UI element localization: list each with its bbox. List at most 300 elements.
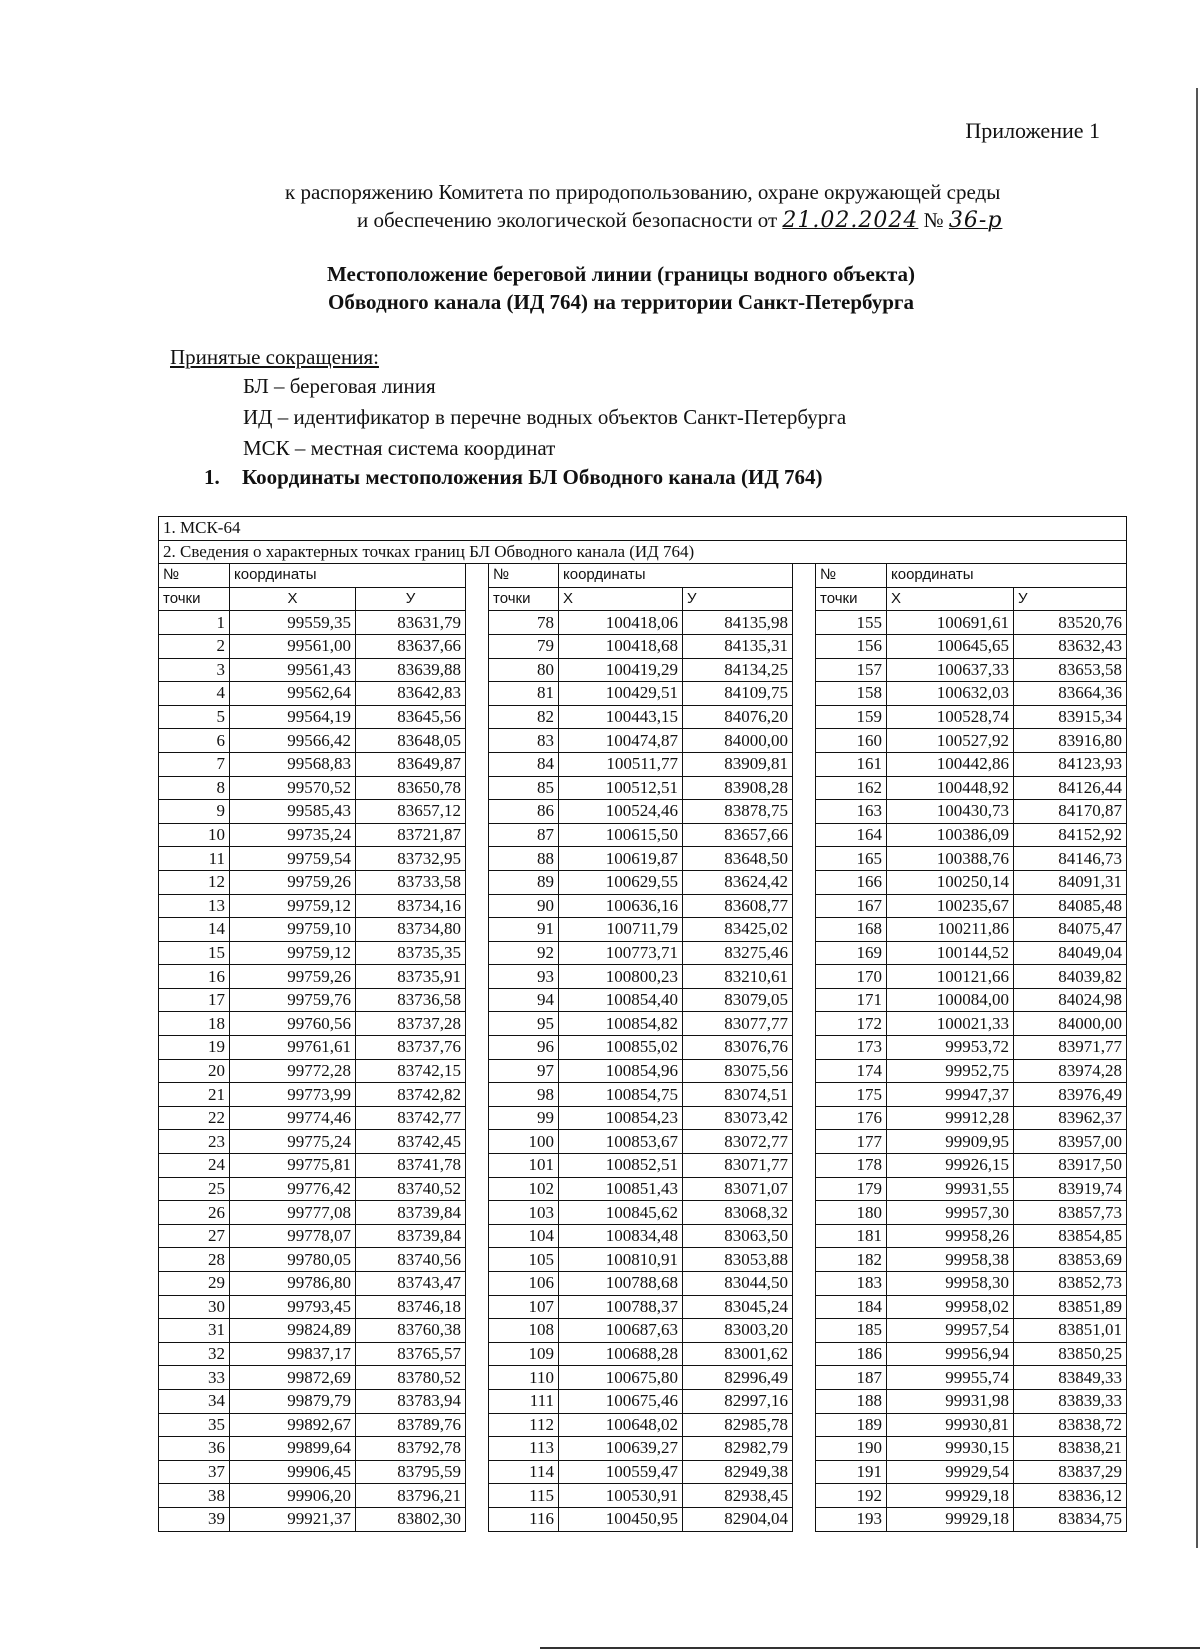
point-number: 166 — [816, 870, 887, 894]
coord-y: 84126,44 — [1014, 776, 1127, 800]
table-row — [159, 1437, 1127, 1461]
coord-y: 83657,66 — [683, 823, 793, 847]
table-row — [159, 1059, 1127, 1083]
coord-x: 100430,73 — [887, 800, 1014, 824]
point-number: 3 — [159, 658, 230, 682]
table-row — [159, 611, 1127, 635]
coord-x: 99774,46 — [230, 1106, 356, 1130]
coord-x: 99759,12 — [230, 941, 356, 965]
point-number: 180 — [816, 1201, 887, 1225]
column-gap — [466, 870, 489, 894]
coord-y: 83851,01 — [1014, 1319, 1127, 1343]
column-gap — [466, 752, 489, 776]
coordinates-table — [158, 516, 1127, 1532]
coord-y: 83657,12 — [356, 800, 466, 824]
coord-y: 83849,33 — [1014, 1366, 1127, 1390]
point-number: 91 — [489, 918, 559, 942]
coord-x: 100855,02 — [559, 1036, 683, 1060]
coord-y: 83742,82 — [356, 1083, 466, 1107]
table-row — [159, 1106, 1127, 1130]
document-title-line1: Местоположение береговой линии (границы водного объекта) — [326, 262, 916, 286]
coord-x: 99559,35 — [230, 611, 356, 635]
point-number: 19 — [159, 1036, 230, 1060]
coord-x: 100845,62 — [559, 1201, 683, 1225]
coord-x: 99561,00 — [230, 634, 356, 658]
coord-y: 84135,31 — [683, 634, 793, 658]
coord-y: 83740,56 — [356, 1248, 466, 1272]
column-gap — [793, 1389, 816, 1413]
coord-x: 100450,95 — [559, 1507, 683, 1531]
header-no: № — [159, 564, 230, 588]
coord-y: 83878,75 — [683, 800, 793, 824]
point-number: 1 — [159, 611, 230, 635]
coord-x: 99759,26 — [230, 870, 356, 894]
point-number: 101 — [489, 1154, 559, 1178]
point-number: 169 — [816, 941, 887, 965]
table-row — [159, 634, 1127, 658]
point-number: 156 — [816, 634, 887, 658]
point-number: 14 — [159, 918, 230, 942]
point-number: 90 — [489, 894, 559, 918]
coord-x: 99947,37 — [887, 1083, 1014, 1107]
coord-x: 100810,91 — [559, 1248, 683, 1272]
point-number: 32 — [159, 1342, 230, 1366]
coord-x: 99955,74 — [887, 1366, 1014, 1390]
coord-y: 83957,00 — [1014, 1130, 1127, 1154]
coord-x: 100637,33 — [887, 658, 1014, 682]
coord-x: 99837,17 — [230, 1342, 356, 1366]
coord-y: 83003,20 — [683, 1319, 793, 1343]
column-gap — [466, 1130, 489, 1154]
point-number: 24 — [159, 1154, 230, 1178]
coord-x: 99899,64 — [230, 1437, 356, 1461]
point-number: 36 — [159, 1437, 230, 1461]
coord-x: 99561,43 — [230, 658, 356, 682]
coord-y: 83796,21 — [356, 1484, 466, 1508]
column-gap — [793, 1413, 816, 1437]
coord-y: 83802,30 — [356, 1507, 466, 1531]
abbreviation-item: БЛ – береговая линия — [243, 374, 436, 398]
column-gap — [793, 634, 816, 658]
point-number: 115 — [489, 1484, 559, 1508]
point-number: 183 — [816, 1272, 887, 1296]
point-number: 162 — [816, 776, 887, 800]
coord-x: 99780,05 — [230, 1248, 356, 1272]
coord-x: 100619,87 — [559, 847, 683, 871]
coord-x: 100386,09 — [887, 823, 1014, 847]
point-number: 177 — [816, 1130, 887, 1154]
table-row — [159, 1460, 1127, 1484]
coord-y: 83001,62 — [683, 1342, 793, 1366]
coord-y: 83962,37 — [1014, 1106, 1127, 1130]
coord-x: 100711,79 — [559, 918, 683, 942]
coord-y: 83746,18 — [356, 1295, 466, 1319]
point-number: 93 — [489, 965, 559, 989]
handwritten-number: 36-р — [948, 208, 1003, 233]
point-number: 25 — [159, 1177, 230, 1201]
coord-y: 83079,05 — [683, 988, 793, 1012]
table-row — [159, 823, 1127, 847]
point-number: 179 — [816, 1177, 887, 1201]
point-number: 157 — [816, 658, 887, 682]
coord-x: 100084,00 — [887, 988, 1014, 1012]
point-number: 171 — [816, 988, 887, 1012]
coord-y: 83648,05 — [356, 729, 466, 753]
coord-y: 83736,58 — [356, 988, 466, 1012]
column-gap — [466, 634, 489, 658]
coord-y: 83908,28 — [683, 776, 793, 800]
column-gap — [466, 1106, 489, 1130]
coord-x: 100474,87 — [559, 729, 683, 753]
coord-x: 100559,47 — [559, 1460, 683, 1484]
point-number: 26 — [159, 1201, 230, 1225]
coord-y: 83837,29 — [1014, 1460, 1127, 1484]
coord-y: 83071,77 — [683, 1154, 793, 1178]
column-gap — [466, 1036, 489, 1060]
coord-x: 99570,52 — [230, 776, 356, 800]
point-number: 96 — [489, 1036, 559, 1060]
point-number: 192 — [816, 1484, 887, 1508]
column-gap — [793, 847, 816, 871]
coord-y: 83735,35 — [356, 941, 466, 965]
point-number: 10 — [159, 823, 230, 847]
point-number: 20 — [159, 1059, 230, 1083]
coord-x: 100800,23 — [559, 965, 683, 989]
coord-x: 99926,15 — [887, 1154, 1014, 1178]
coord-y: 84024,98 — [1014, 988, 1127, 1012]
column-gap — [466, 729, 489, 753]
point-number: 111 — [489, 1389, 559, 1413]
coord-x: 99775,24 — [230, 1130, 356, 1154]
coord-x: 100442,86 — [887, 752, 1014, 776]
coord-y: 82996,49 — [683, 1366, 793, 1390]
coord-x: 100788,68 — [559, 1272, 683, 1296]
point-number: 81 — [489, 682, 559, 706]
header-x: X — [559, 587, 683, 611]
column-gap — [793, 823, 816, 847]
coord-x: 99931,55 — [887, 1177, 1014, 1201]
point-number: 23 — [159, 1130, 230, 1154]
column-gap — [793, 1295, 816, 1319]
point-number: 92 — [489, 941, 559, 965]
point-number: 22 — [159, 1106, 230, 1130]
table-row — [159, 847, 1127, 871]
coord-x: 100854,23 — [559, 1106, 683, 1130]
coord-y: 83721,87 — [356, 823, 466, 847]
coord-y: 83919,74 — [1014, 1177, 1127, 1201]
point-number: 86 — [489, 800, 559, 824]
point-number: 189 — [816, 1413, 887, 1437]
column-gap — [466, 1389, 489, 1413]
point-number: 159 — [816, 705, 887, 729]
table-row — [159, 1272, 1127, 1296]
point-number: 30 — [159, 1295, 230, 1319]
column-gap — [466, 823, 489, 847]
table-row — [159, 1366, 1127, 1390]
point-number: 175 — [816, 1083, 887, 1107]
column-gap — [466, 894, 489, 918]
point-number: 33 — [159, 1366, 230, 1390]
coord-x: 99585,43 — [230, 800, 356, 824]
coord-y: 82985,78 — [683, 1413, 793, 1437]
column-gap — [793, 752, 816, 776]
table-row — [159, 752, 1127, 776]
coord-y: 83765,57 — [356, 1342, 466, 1366]
coord-y: 83664,36 — [1014, 682, 1127, 706]
table-row — [159, 988, 1127, 1012]
coord-y: 83631,79 — [356, 611, 466, 635]
point-number: 6 — [159, 729, 230, 753]
point-number: 39 — [159, 1507, 230, 1531]
column-gap — [466, 1083, 489, 1107]
section-title: Координаты местоположения БЛ Обводного канала (ИД 764) — [242, 465, 823, 489]
coord-x: 100648,02 — [559, 1413, 683, 1437]
coord-x: 100121,66 — [887, 965, 1014, 989]
header-coords: координаты — [887, 564, 1127, 588]
header-point: точки — [159, 587, 230, 611]
coord-x: 100629,55 — [559, 870, 683, 894]
section-number: 1. — [204, 465, 220, 489]
point-number: 158 — [816, 682, 887, 706]
coord-x: 100448,92 — [887, 776, 1014, 800]
header-no: № — [489, 564, 559, 588]
point-number: 29 — [159, 1272, 230, 1296]
point-number: 95 — [489, 1012, 559, 1036]
point-number: 99 — [489, 1106, 559, 1130]
document-title-line2: Обводного канала (ИД 764) на территории Санкт-Петербурга — [328, 290, 914, 314]
coord-y: 83976,49 — [1014, 1083, 1127, 1107]
point-number: 88 — [489, 847, 559, 871]
coord-y: 83971,77 — [1014, 1036, 1127, 1060]
point-number: 172 — [816, 1012, 887, 1036]
coord-y: 83520,76 — [1014, 611, 1127, 635]
point-number: 9 — [159, 800, 230, 824]
coord-y: 84075,47 — [1014, 918, 1127, 942]
header-y: У — [683, 587, 793, 611]
table-row — [159, 682, 1127, 706]
column-gap — [466, 941, 489, 965]
column-gap — [793, 1484, 816, 1508]
coord-y: 83063,50 — [683, 1224, 793, 1248]
coord-x: 100852,51 — [559, 1154, 683, 1178]
point-number: 84 — [489, 752, 559, 776]
coord-y: 83624,42 — [683, 870, 793, 894]
column-gap — [793, 1437, 816, 1461]
point-number: 187 — [816, 1366, 887, 1390]
coord-x: 99735,24 — [230, 823, 356, 847]
column-gap — [793, 870, 816, 894]
coord-x: 99778,07 — [230, 1224, 356, 1248]
coord-y: 83075,56 — [683, 1059, 793, 1083]
column-gap — [793, 705, 816, 729]
coord-x: 99759,76 — [230, 988, 356, 1012]
header-coords: координаты — [230, 564, 466, 588]
coord-x: 100250,14 — [887, 870, 1014, 894]
coord-x: 99906,20 — [230, 1484, 356, 1508]
coord-y: 83632,43 — [1014, 634, 1127, 658]
point-number: 160 — [816, 729, 887, 753]
point-number: 193 — [816, 1507, 887, 1531]
point-number: 37 — [159, 1460, 230, 1484]
header-no: № — [816, 564, 887, 588]
column-gap — [466, 1366, 489, 1390]
coord-y: 82949,38 — [683, 1460, 793, 1484]
column-gap — [793, 658, 816, 682]
point-number: 113 — [489, 1437, 559, 1461]
coord-y: 83789,76 — [356, 1413, 466, 1437]
column-gap — [793, 611, 816, 635]
point-number: 87 — [489, 823, 559, 847]
point-number: 103 — [489, 1201, 559, 1225]
table-row — [159, 1413, 1127, 1437]
point-number: 168 — [816, 918, 887, 942]
header-point: точки — [816, 587, 887, 611]
coord-y: 82938,45 — [683, 1484, 793, 1508]
point-number: 100 — [489, 1130, 559, 1154]
coord-x: 99568,83 — [230, 752, 356, 776]
table-row — [159, 1389, 1127, 1413]
coord-y: 83425,02 — [683, 918, 793, 942]
point-number: 34 — [159, 1389, 230, 1413]
point-number: 17 — [159, 988, 230, 1012]
coord-y: 84123,93 — [1014, 752, 1127, 776]
table-row — [159, 1012, 1127, 1036]
coord-y: 83077,77 — [683, 1012, 793, 1036]
point-number: 161 — [816, 752, 887, 776]
coord-x: 99909,95 — [887, 1130, 1014, 1154]
table-row — [159, 776, 1127, 800]
column-gap — [466, 1059, 489, 1083]
point-number: 2 — [159, 634, 230, 658]
coord-y: 83044,50 — [683, 1272, 793, 1296]
coord-x: 99775,81 — [230, 1154, 356, 1178]
point-number: 167 — [816, 894, 887, 918]
coord-y: 83839,33 — [1014, 1389, 1127, 1413]
coord-x: 100429,51 — [559, 682, 683, 706]
column-gap — [793, 682, 816, 706]
coord-x: 100773,71 — [559, 941, 683, 965]
point-number: 82 — [489, 705, 559, 729]
coord-y: 83608,77 — [683, 894, 793, 918]
table-row — [159, 1248, 1127, 1272]
column-gap — [793, 1248, 816, 1272]
column-gap — [793, 1036, 816, 1060]
point-number: 185 — [816, 1319, 887, 1343]
coord-x: 99956,94 — [887, 1342, 1014, 1366]
table-row — [159, 1224, 1127, 1248]
coord-x: 99773,99 — [230, 1083, 356, 1107]
coord-x: 99759,12 — [230, 894, 356, 918]
point-number: 27 — [159, 1224, 230, 1248]
column-gap — [793, 1130, 816, 1154]
coord-y: 83974,28 — [1014, 1059, 1127, 1083]
column-gap — [466, 1507, 489, 1531]
column-gap — [466, 800, 489, 824]
coord-y: 83071,07 — [683, 1177, 793, 1201]
table-row — [159, 870, 1127, 894]
column-gap — [793, 1012, 816, 1036]
coord-y: 84049,04 — [1014, 941, 1127, 965]
coord-x: 100211,86 — [887, 918, 1014, 942]
coord-x: 100021,33 — [887, 1012, 1014, 1036]
point-number: 104 — [489, 1224, 559, 1248]
point-number: 12 — [159, 870, 230, 894]
page-edge-line — [1196, 88, 1198, 1548]
coord-x: 100524,46 — [559, 800, 683, 824]
coord-x: 99759,26 — [230, 965, 356, 989]
coord-x: 100639,27 — [559, 1437, 683, 1461]
coord-x: 99872,69 — [230, 1366, 356, 1390]
header-y: У — [1014, 587, 1127, 611]
coord-y: 83734,16 — [356, 894, 466, 918]
table-description-cell: 2. Сведения о характерных точках границ БЛ Обводного канала (ИД 764) — [159, 540, 1127, 564]
coord-y: 83737,28 — [356, 1012, 466, 1036]
coord-x: 99824,89 — [230, 1319, 356, 1343]
coord-y: 84135,98 — [683, 611, 793, 635]
table-row — [159, 1342, 1127, 1366]
point-number: 35 — [159, 1413, 230, 1437]
coord-x: 100853,67 — [559, 1130, 683, 1154]
table-row — [159, 1507, 1127, 1531]
point-number: 190 — [816, 1437, 887, 1461]
coord-x: 99793,45 — [230, 1295, 356, 1319]
column-gap — [793, 1342, 816, 1366]
coord-x: 99958,02 — [887, 1295, 1014, 1319]
coord-x: 100788,37 — [559, 1295, 683, 1319]
table-row — [159, 729, 1127, 753]
column-gap — [466, 847, 489, 871]
column-gap — [793, 800, 816, 824]
table-row — [159, 894, 1127, 918]
coord-x: 99931,98 — [887, 1389, 1014, 1413]
table-row — [159, 658, 1127, 682]
point-number: 79 — [489, 634, 559, 658]
point-number: 31 — [159, 1319, 230, 1343]
column-gap — [793, 1460, 816, 1484]
coord-x: 99786,80 — [230, 1272, 356, 1296]
page-bottom-line — [540, 1647, 1200, 1649]
order-reference-text: и обеспечению экологической безопасности от — [357, 208, 778, 232]
coord-y: 82904,04 — [683, 1507, 793, 1531]
column-gap — [793, 894, 816, 918]
coord-y: 83639,88 — [356, 658, 466, 682]
column-gap — [793, 729, 816, 753]
coord-x: 100418,68 — [559, 634, 683, 658]
coord-y: 84152,92 — [1014, 823, 1127, 847]
point-number: 107 — [489, 1295, 559, 1319]
column-gap — [466, 988, 489, 1012]
coord-x: 100235,67 — [887, 894, 1014, 918]
coord-x: 99760,56 — [230, 1012, 356, 1036]
column-gap — [466, 1484, 489, 1508]
table-row — [159, 1130, 1127, 1154]
point-number: 112 — [489, 1413, 559, 1437]
coord-x: 100636,16 — [559, 894, 683, 918]
appendix-label: Приложение 1 — [965, 118, 1100, 143]
table-header-row-2 — [159, 587, 1127, 611]
coord-y: 84146,73 — [1014, 847, 1127, 871]
coord-x: 99566,42 — [230, 729, 356, 753]
column-gap — [793, 1177, 816, 1201]
column-gap — [466, 1319, 489, 1343]
coord-y: 83073,42 — [683, 1106, 793, 1130]
coord-y: 83074,51 — [683, 1083, 793, 1107]
coord-y: 83739,84 — [356, 1201, 466, 1225]
point-number: 173 — [816, 1036, 887, 1060]
point-number: 13 — [159, 894, 230, 918]
point-number: 165 — [816, 847, 887, 871]
point-number: 116 — [489, 1507, 559, 1531]
